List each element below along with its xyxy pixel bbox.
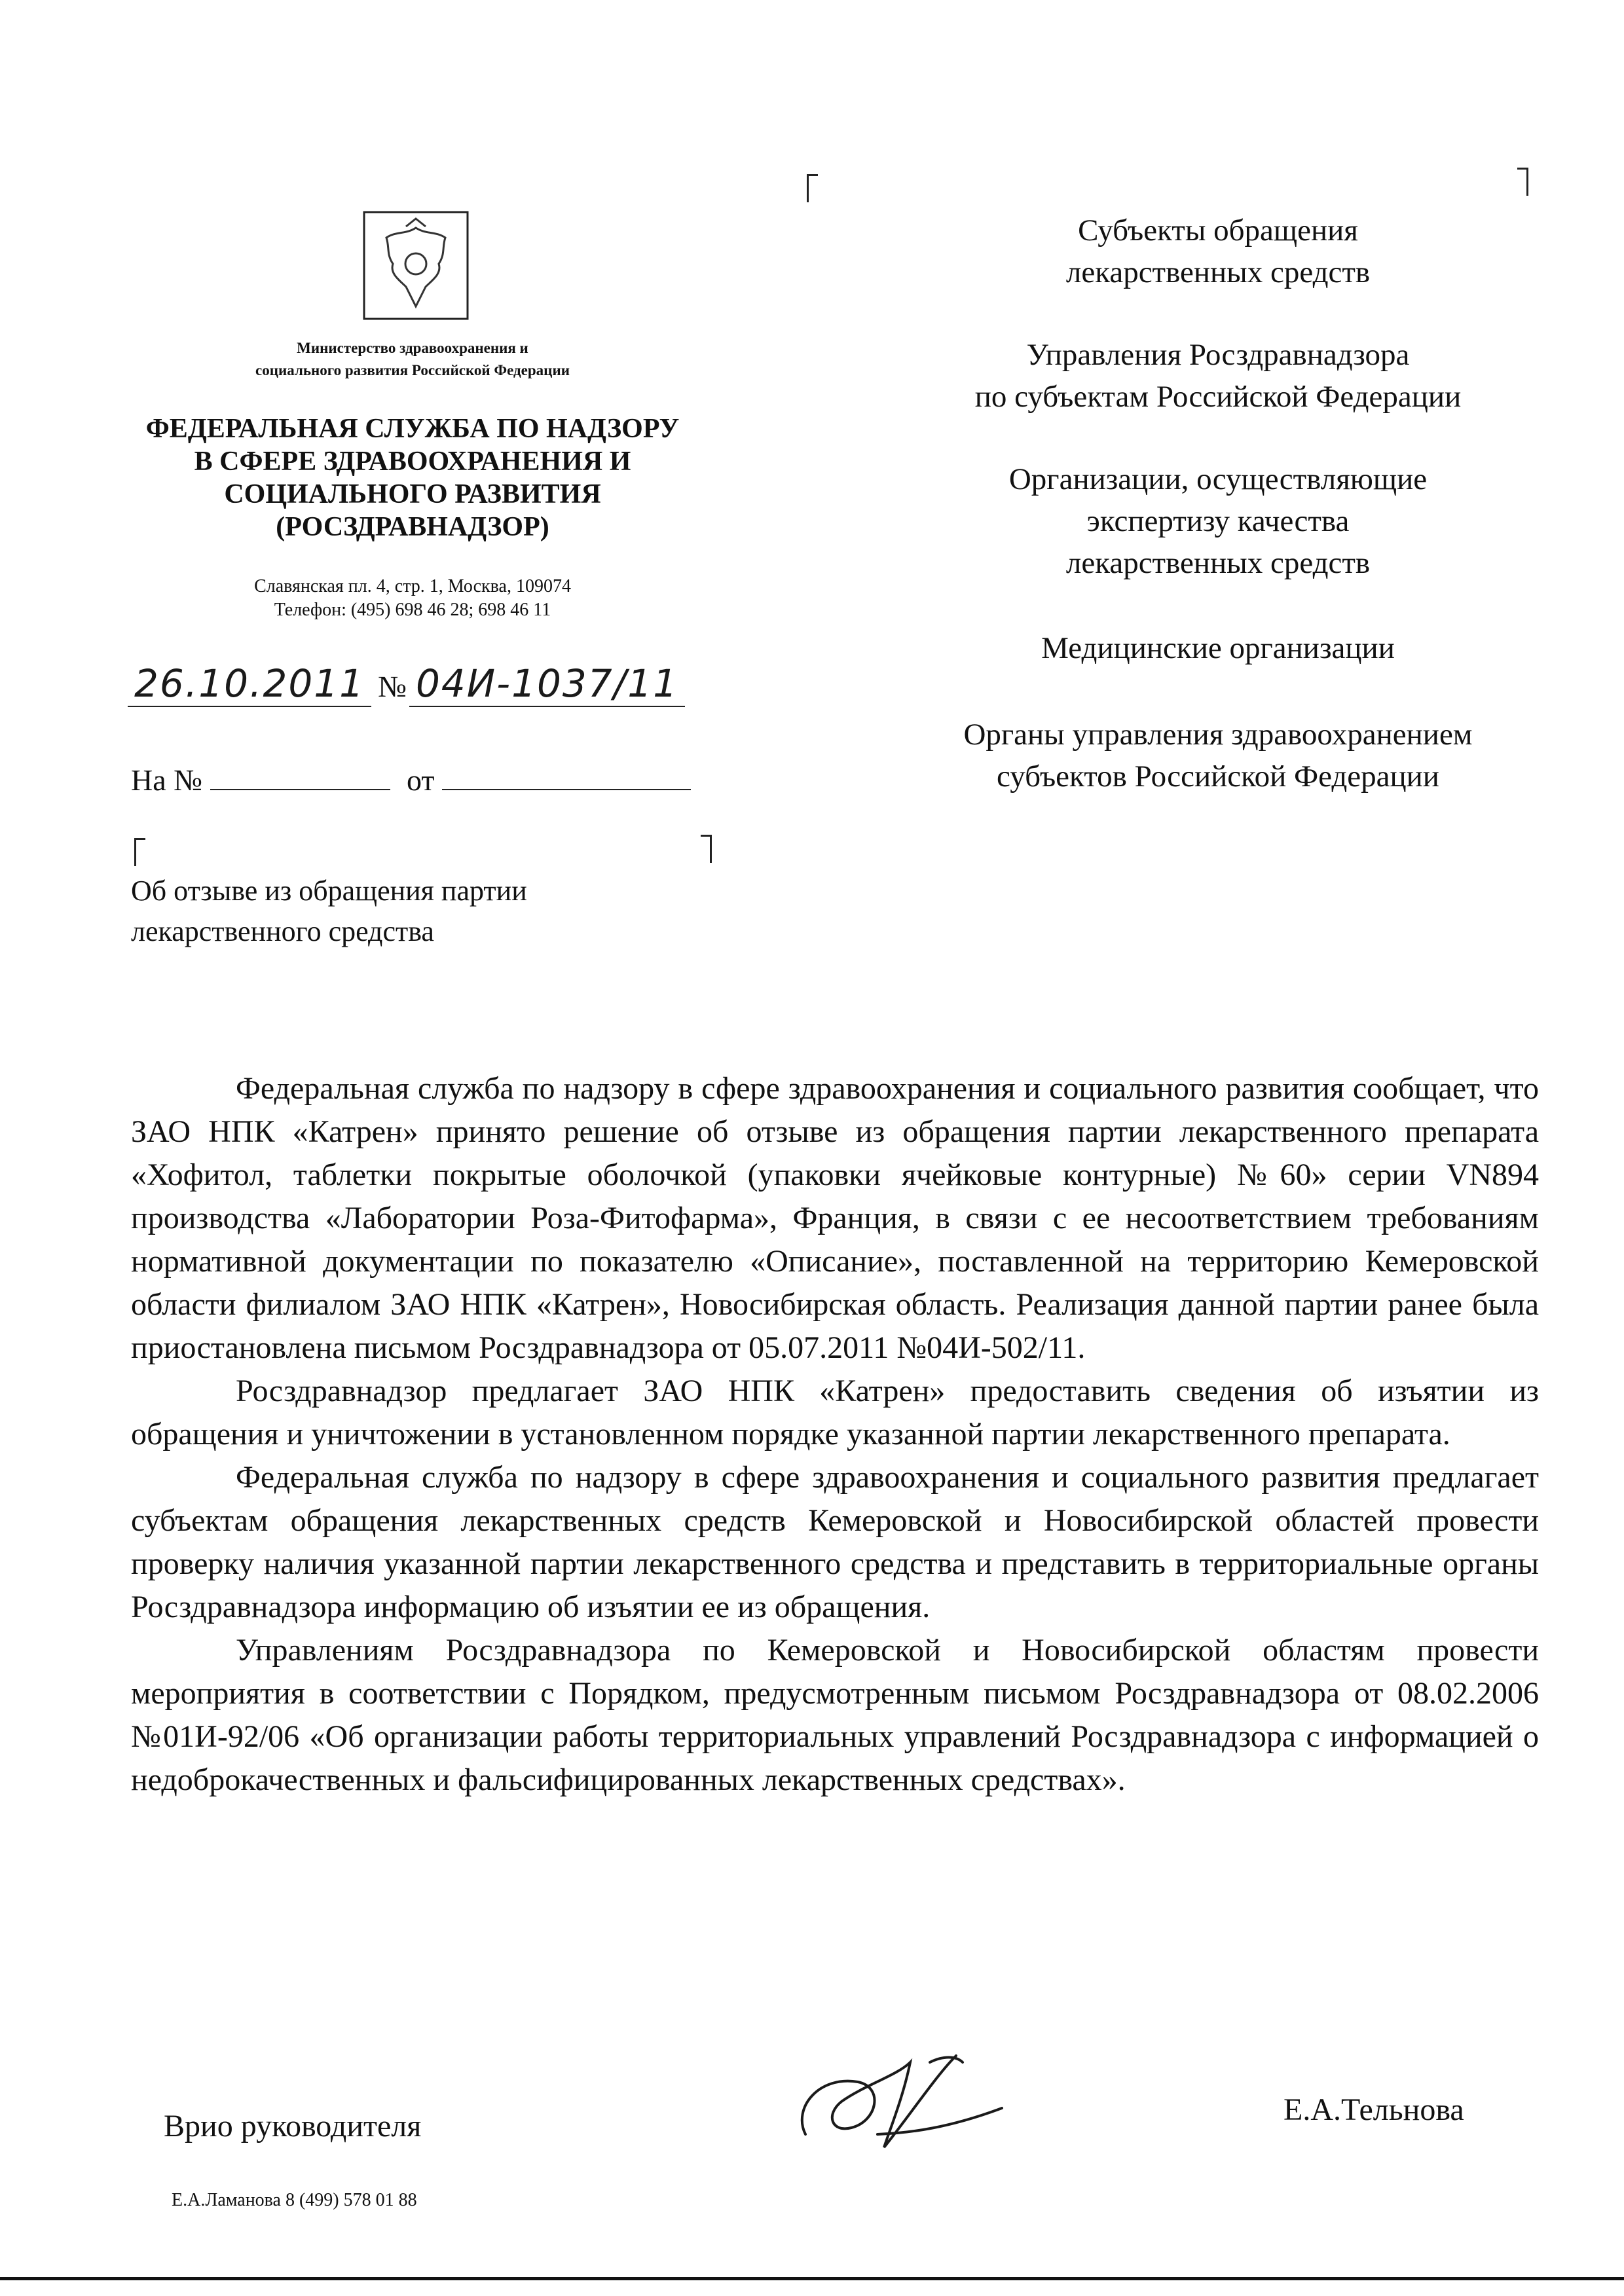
- addressee-line: лекарственных средств: [1065, 546, 1371, 580]
- address-bracket-right: [1517, 168, 1528, 196]
- agency-name-line1: ФЕДЕРАЛЬНАЯ СЛУЖБА ПО НАДЗОРУ: [145, 414, 680, 444]
- page-bottom-rule: [0, 2277, 1624, 2280]
- body-paragraph-2: Росздравнадзор предлагает ЗАО НПК «Катрен» предоставить сведения об изъятии из обращения и уничтожении в установленном порядке указанной партии лекарственного препарата.: [131, 1374, 1539, 1451]
- addressee-line: Субъекты обращения: [1078, 213, 1358, 247]
- ministry-name-line2: социального развития Российской Федерации: [255, 362, 570, 378]
- subject-line1: Об отзыве из обращения партии: [131, 875, 527, 907]
- reply-reference: [131, 763, 691, 797]
- agency-name-line4: (РОСЗДРАВНАДЗОР): [276, 512, 549, 542]
- letter-date: 26.10.2011: [128, 661, 371, 707]
- subject-bracket-left: [134, 838, 145, 866]
- addressee-line: лекарственных средств: [1065, 255, 1371, 289]
- agency-name-line3: СОЦИАЛЬНОГО РАЗВИТИЯ: [224, 479, 601, 509]
- reply-number-label: На №: [131, 763, 203, 797]
- addressee-line: Управления Росздравнадзора: [1026, 338, 1410, 372]
- addressee-line: субъектов Российской Федерации: [997, 759, 1439, 793]
- body-paragraph-3: Федеральная служба по надзору в сфере здравоохранения и социального развития предлагает субъектам обращения лекарственных средств Кемеровской и Новосибирской областей провести проверку наличия указанной партии лекарственного средства и представить в территориальные органы Росздравнадзора информацию об изъятии ее из обращения.: [131, 1460, 1539, 1624]
- reply-date-blank: [442, 765, 691, 790]
- body-paragraph-1: Федеральная служба по надзору в сфере здравоохранения и социального развития сообщает, что ЗАО НПК «Катрен» принято решение об отзыве из обращения партии лекарственного препарата «Хофитол, таблетки покрытые оболочкой (упаковки ячейковые контурные) №60» серии VN894 производства «Лаборатории Роза-Фитофарма», Франция, в связи с ее несоответствием требованиям нормативной документации по показателю «Описание», поставленной на территорию Кемеровской области филиалом ЗАО НПК «Катрен», Новосибирская область. Реализация данной партии ранее была приостановлена письмом Росздравнадзора от 05.07.2011 №04И-502/11.: [131, 1071, 1539, 1365]
- addressee-line: Организации, осуществляющие: [1008, 462, 1428, 496]
- addressee-line: экспертизу качества: [1086, 504, 1350, 538]
- handwritten-signature: [779, 2036, 1015, 2167]
- subject-line2: лекарственного средства: [131, 915, 434, 947]
- body-paragraph-4: Управлениям Росздравнадзора по Кемеровской и Новосибирской областям провести мероприятия в соответствии с Порядком, предусмотренным письмом Росздравнадзора от 08.02.2006 №01И-92/06 «Об организации работы территориальных управлений Росздравнадзора с информацией о недоброкачественных и фальсифицированных лекарственных средствах».: [131, 1633, 1539, 1797]
- addressee-line: Медицинские организации: [1041, 631, 1395, 665]
- letter-number: 04И-1037/11: [409, 661, 685, 707]
- executor-contact: Е.А.Ламанова 8 (499) 578 01 88: [172, 2190, 417, 2210]
- reply-from-label: от: [407, 763, 435, 797]
- ministry-name-line1: Министерство здравоохранения и: [297, 340, 528, 356]
- letter-body: [131, 1067, 1539, 1802]
- addressee-line: Органы управления здравоохранением: [963, 718, 1473, 752]
- agency-address: Славянская пл. 4, стр. 1, Москва, 109074: [254, 576, 571, 596]
- number-label: №: [378, 670, 407, 703]
- addressee-line: по субъектам Российской Федерации: [974, 380, 1462, 414]
- signatory-position: Врио руководителя: [164, 2109, 422, 2143]
- registration-line: [128, 661, 815, 720]
- reply-number-blank: [210, 765, 390, 790]
- agency-name-line2: В СФЕРЕ ЗДРАВООХРАНЕНИЯ И: [194, 446, 631, 477]
- coat-of-arms-emblem: [360, 208, 471, 323]
- address-bracket-left: [807, 174, 818, 202]
- agency-phone: Телефон: (495) 698 46 28; 698 46 11: [274, 600, 551, 620]
- subject-bracket-right: [701, 835, 712, 863]
- signatory-name: Е.А.Тельнова: [1283, 2092, 1464, 2127]
